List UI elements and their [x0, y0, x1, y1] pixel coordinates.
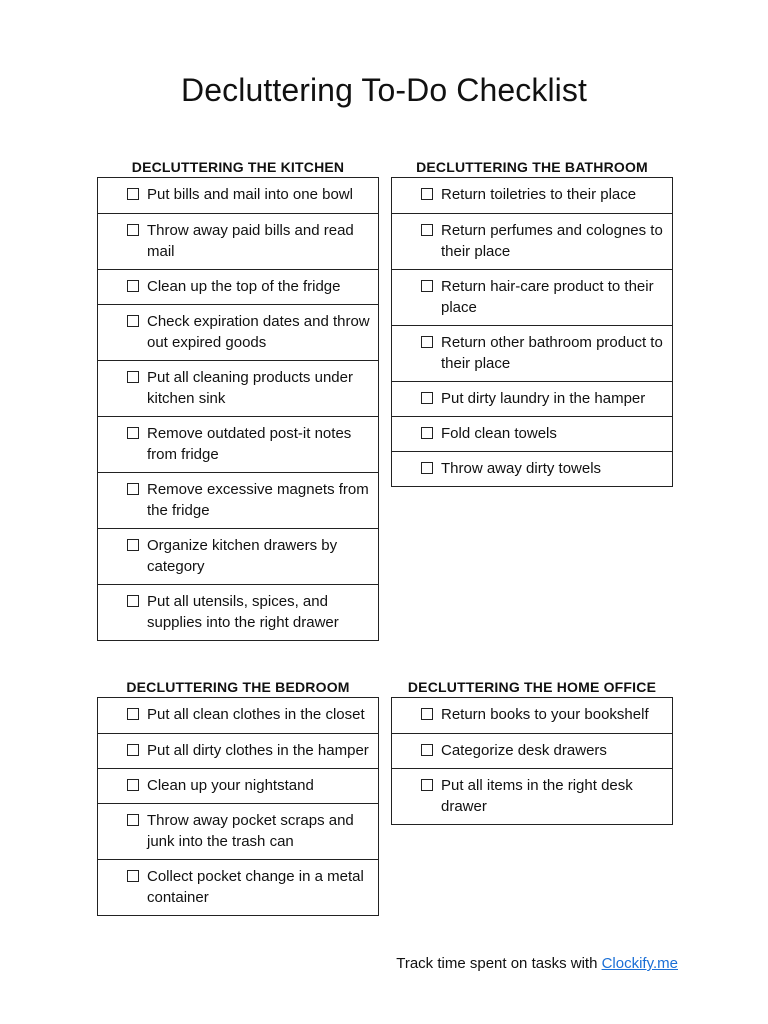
checklist-item-label: Clean up your nightstand — [147, 777, 314, 794]
footer-text: Track time spent on tasks with — [396, 955, 602, 972]
checkbox-icon[interactable] — [421, 744, 433, 756]
section-bedroom — [97, 677, 379, 916]
checklist-item[interactable] — [98, 803, 378, 859]
checklist-item-label: Throw away paid bills and read mail — [147, 222, 354, 260]
checkbox-icon[interactable] — [127, 870, 139, 882]
checklist-item-label: Return hair-care product to their place — [441, 278, 654, 316]
section-heading: DECLUTTERING THE HOME OFFICE — [407, 679, 657, 695]
checkbox-icon[interactable] — [421, 336, 433, 348]
checklist-item[interactable] — [392, 325, 672, 381]
checklist-item[interactable] — [392, 381, 672, 416]
checklist-item-label: Organize kitchen drawers by category — [147, 537, 338, 575]
checklist-item[interactable] — [98, 859, 378, 915]
checkbox-icon[interactable] — [127, 744, 139, 756]
checkbox-icon[interactable] — [127, 814, 139, 826]
checkbox-icon[interactable] — [127, 315, 139, 327]
checklist-item[interactable] — [98, 416, 378, 472]
checklist-item-label: Categorize desk drawers — [441, 742, 607, 759]
checklist-item-label: Return perfumes and colognes to their place — [441, 222, 663, 260]
checkbox-icon[interactable] — [421, 427, 433, 439]
checklist-item-label: Collect pocket change in a metal container — [147, 868, 364, 906]
checkbox-icon[interactable] — [127, 224, 139, 236]
checklist-item-label: Clean up the top of the fridge — [147, 278, 341, 295]
checklist-item-label: Put all clean clothes in the closet — [147, 706, 365, 723]
checkbox-icon[interactable] — [127, 483, 139, 495]
checkbox-icon[interactable] — [127, 539, 139, 551]
checklist-item-label: Check expiration dates and throw out expired goods — [147, 313, 370, 351]
checklist-item[interactable] — [98, 733, 378, 768]
checklist-item[interactable] — [98, 360, 378, 416]
checkbox-icon[interactable] — [127, 280, 139, 292]
checklist-item[interactable] — [98, 584, 378, 640]
checklist-item-label: Remove outdated post-it notes from fridge — [147, 425, 352, 463]
checklist-item[interactable] — [392, 698, 672, 733]
checklist-item[interactable] — [98, 528, 378, 584]
checklist-item[interactable] — [392, 768, 672, 824]
checklist-item[interactable] — [98, 472, 378, 528]
checklist-item-label: Throw away dirty towels — [441, 460, 602, 477]
checklist-item-label: Return other bathroom product to their place — [441, 334, 663, 372]
checklist-item[interactable] — [98, 304, 378, 360]
checklist-box — [391, 177, 673, 487]
checkbox-icon[interactable] — [421, 280, 433, 292]
checklist-item-label: Put dirty laundry in the hamper — [441, 390, 646, 407]
checkbox-icon[interactable] — [421, 779, 433, 791]
checklist-item[interactable] — [392, 269, 672, 325]
checklist-item-label: Return toiletries to their place — [441, 186, 637, 203]
checklist-item[interactable] — [98, 768, 378, 803]
checkbox-icon[interactable] — [421, 392, 433, 404]
page-title: Decluttering To-Do Checklist — [181, 72, 587, 108]
checklist-box — [391, 697, 673, 825]
checklist-item[interactable] — [392, 178, 672, 213]
checklist-item[interactable] — [392, 213, 672, 269]
checklist-item[interactable] — [392, 451, 672, 486]
checkbox-icon[interactable] — [127, 371, 139, 383]
clockify-link[interactable]: Clockify.me — [601, 955, 678, 972]
checklist-item-label: Throw away pocket scraps and junk into the trash can — [147, 812, 354, 850]
section-kitchen — [97, 157, 379, 641]
checklist-item-label: Return books to your bookshelf — [441, 706, 649, 723]
checkbox-icon[interactable] — [127, 779, 139, 791]
section-bathroom — [391, 157, 673, 487]
checklist-item[interactable] — [98, 269, 378, 304]
checklist-item-label: Remove excessive magnets from the fridge — [147, 481, 369, 519]
checklist-item-label: Put all cleaning products under kitchen sink — [147, 369, 353, 407]
section-home-office — [391, 677, 673, 825]
section-heading: DECLUTTERING THE KITCHEN — [131, 159, 345, 175]
checkbox-icon[interactable] — [127, 427, 139, 439]
checkbox-icon[interactable] — [127, 708, 139, 720]
checkbox-icon[interactable] — [421, 462, 433, 474]
checklist-item[interactable] — [392, 416, 672, 451]
checkbox-icon[interactable] — [127, 188, 139, 200]
section-heading: DECLUTTERING THE BATHROOM — [416, 159, 648, 175]
checklist-item-label: Put all utensils, spices, and supplies into the right drawer — [147, 593, 339, 631]
section-heading: DECLUTTERING THE BEDROOM — [126, 679, 350, 695]
checklist-item[interactable] — [392, 733, 672, 768]
checklist-item[interactable] — [98, 213, 378, 269]
checklist-item-label: Put all dirty clothes in the hamper — [147, 742, 369, 759]
checklist-box — [97, 697, 379, 916]
checklist-box — [97, 177, 379, 641]
checklist-item-label: Put bills and mail into one bowl — [147, 186, 353, 203]
checkbox-icon[interactable] — [127, 595, 139, 607]
checkbox-icon[interactable] — [421, 708, 433, 720]
checkbox-icon[interactable] — [421, 224, 433, 236]
checklist-item[interactable] — [98, 178, 378, 213]
checklist-item-label: Fold clean towels — [441, 425, 557, 442]
footer — [396, 955, 678, 972]
checklist-item[interactable] — [98, 698, 378, 733]
checklist-item-label: Put all items in the right desk drawer — [441, 777, 633, 815]
checkbox-icon[interactable] — [421, 188, 433, 200]
